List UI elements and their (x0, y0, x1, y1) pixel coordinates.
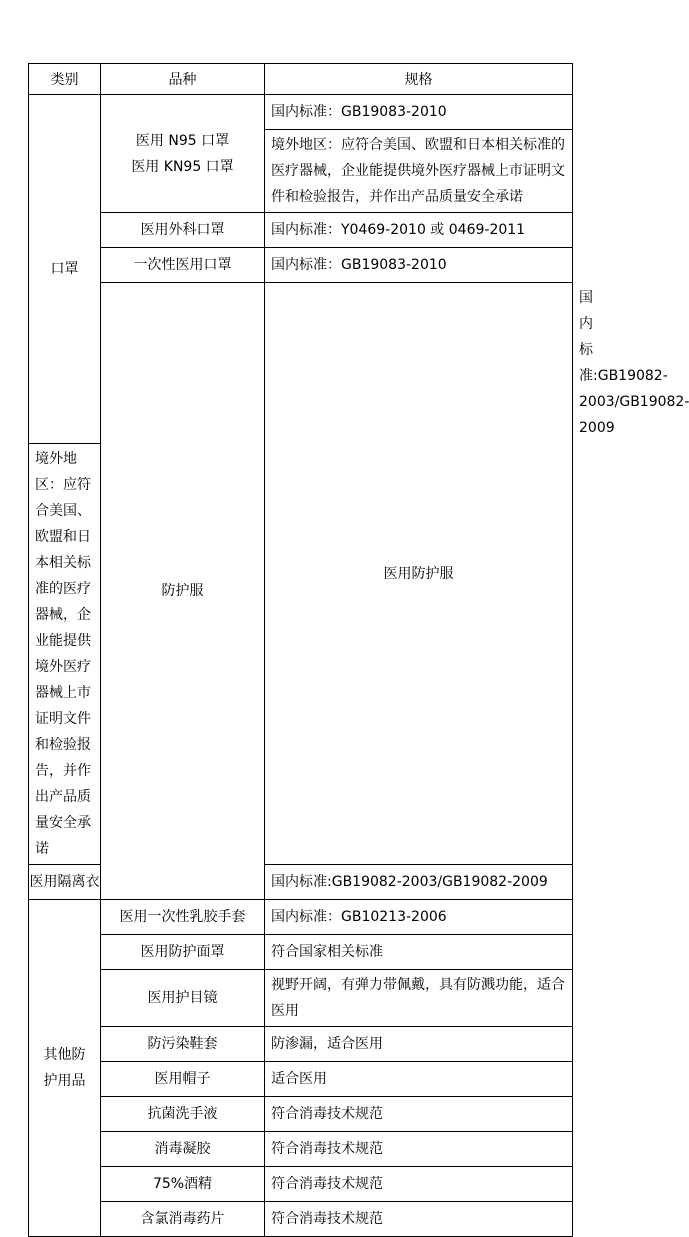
spec-cell: 国内标准:GB19082-2003/GB19082-2009 (265, 865, 573, 900)
item-n95-kn95 (101, 95, 265, 213)
spec-cell: 适合医用 (265, 1062, 573, 1097)
item-latex-gloves: 医用一次性乳胶手套 (101, 900, 265, 935)
spec-cell: 符合消毒技术规范 (265, 1097, 573, 1132)
spec-cell: 境外地区：应符合美国、欧盟和日本相关标准的医疗器械，企业能提供境外医疗器械上市证明文件和检验报告，并作出产品质量安全承诺 (265, 130, 573, 213)
table-row: 防护服 医用防护服 国内标准:GB19082-2003/GB19082-2009 (29, 283, 573, 444)
item-name: 医用 KN95 口罩 (131, 158, 234, 175)
spec-cell: 防渗漏，适合医用 (265, 1027, 573, 1062)
spec-cell: 国内标准：GB19083-2010 (265, 95, 573, 130)
item-shoe-covers: 防污染鞋套 (101, 1027, 265, 1062)
spec-cell: 符合国家相关标准 (265, 935, 573, 970)
item-goggles: 医用护目镜 (101, 970, 265, 1027)
spec-cell: 符合消毒技术规范 (265, 1202, 573, 1237)
header-item: 品种 (101, 64, 265, 95)
item-disposable-mask: 一次性医用口罩 (101, 248, 265, 283)
header-spec: 规格 (265, 64, 573, 95)
item-hand-sanitizer: 抗菌洗手液 (101, 1097, 265, 1132)
item-caps: 医用帽子 (101, 1062, 265, 1097)
table-header-row (29, 64, 573, 95)
item-name: 医用 N95 口罩 (135, 132, 230, 149)
header-category: 类别 (29, 64, 101, 95)
table-row (29, 1167, 573, 1202)
spec-cell: 符合消毒技术规范 (265, 1132, 573, 1167)
table-row (29, 95, 573, 130)
table-row (29, 1062, 573, 1097)
category-other-supplies (29, 900, 101, 1237)
table-row (29, 1132, 573, 1167)
category-line: 护用品 (43, 1073, 86, 1089)
spec-cell: 境外地区：应符合美国、欧盟和日本相关标准的医疗器械，企业能提供境外医疗器械上市证明文件和检验报告，并作出产品质量安全承诺 (29, 444, 101, 865)
table-row (29, 970, 573, 1027)
item-chlorine-tablets: 含氯消毒药片 (101, 1202, 265, 1237)
spec-cell: 国内标准：GB10213-2006 (265, 900, 573, 935)
category-masks: 口罩 (29, 95, 101, 444)
item-isolation-gown: 医用隔离衣 (29, 865, 101, 900)
item-protective-suit: 医用防护服 (265, 283, 573, 865)
table-row (29, 935, 573, 970)
item-disinfectant-gel: 消毒凝胶 (101, 1132, 265, 1167)
spec-cell: 国内标准：Y0469-2010 或 0469-2011 (265, 213, 573, 248)
table-row (29, 1097, 573, 1132)
table-row (29, 900, 573, 935)
item-surgical-mask: 医用外科口罩 (101, 213, 265, 248)
spec-cell: 国内标准：GB19083-2010 (265, 248, 573, 283)
table-row (29, 1027, 573, 1062)
table-row (29, 213, 573, 248)
equipment-spec-table (28, 63, 689, 1237)
item-alcohol: 75%酒精 (101, 1167, 265, 1202)
table-row (29, 1202, 573, 1237)
item-face-shield: 医用防护面罩 (101, 935, 265, 970)
spec-cell: 符合消毒技术规范 (265, 1167, 573, 1202)
table-row (29, 248, 573, 283)
spec-cell: 视野开阔，有弹力带佩戴，具有防溅功能，适合医用 (265, 970, 573, 1027)
category-line: 其他防 (43, 1047, 86, 1063)
category-protective-suit: 防护服 (101, 283, 265, 900)
